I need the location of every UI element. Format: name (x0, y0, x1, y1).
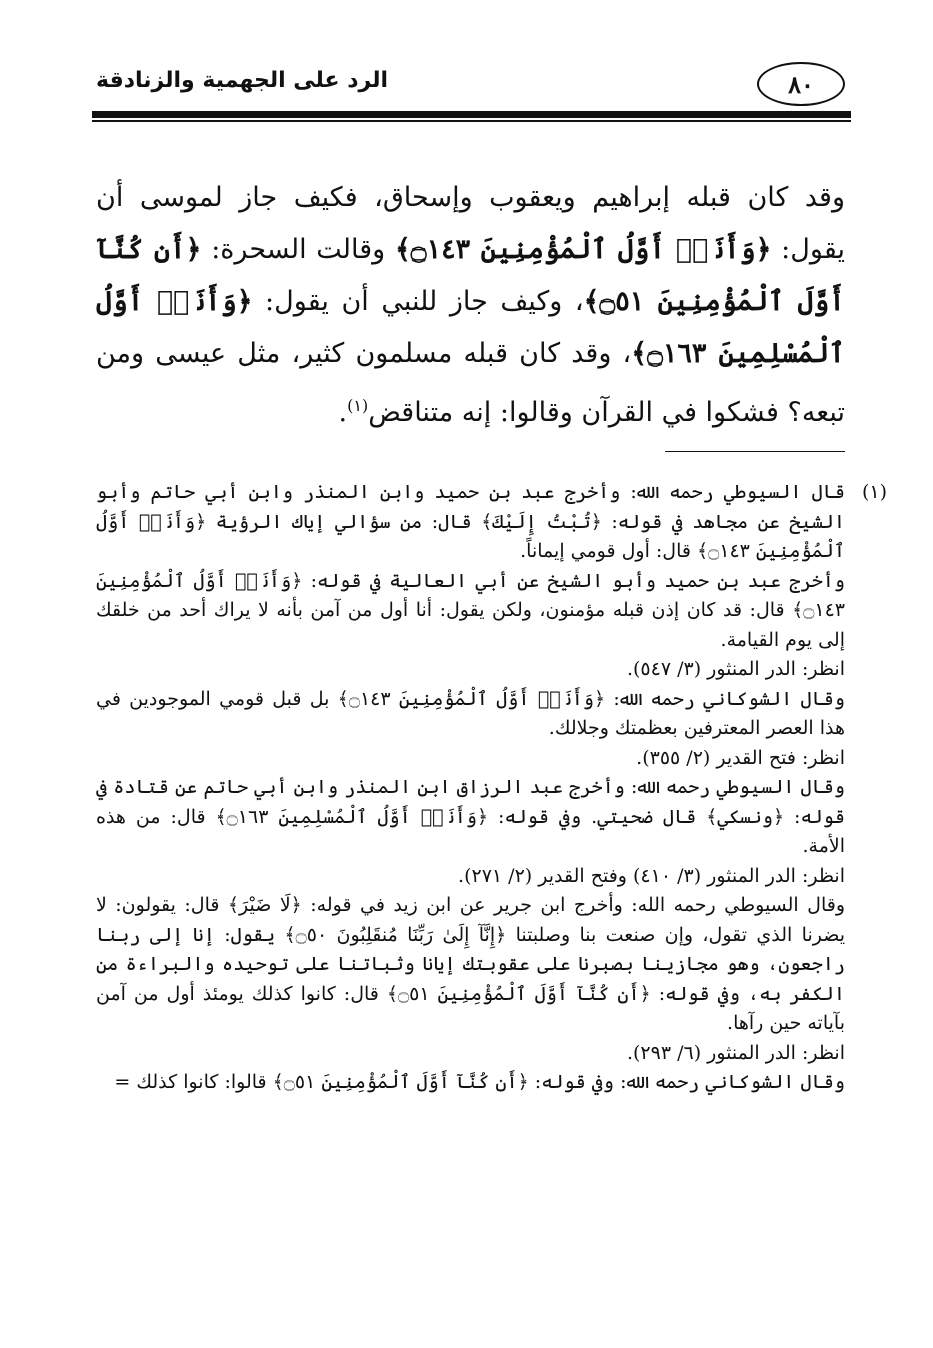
footnote-line: وقال السيوطي رحمه الله: وأخرج ابن جرير عن ابن زيد في قوله: ﴿لَا ضَيْرَ﴾ قال: يقولون: لا يضرنا الذي تقول، وإن صنعت بنا وصلبتنا ﴿إِنَّآ إِلَىٰ رَبِّنَا مُنقَلِبُونَ ۝٥٠﴾ يقول: إنا إلى ربنا راجعون، وهو مجازينا بصبرنا على عقوبتك إيانا وثباتنا على توحيده والبراءة من الكفر به، وفي قوله: ﴿أَن كُنَّآ أَوَّلَ ٱلْمُؤْمِنِينَ ۝٥١﴾ قال: كانوا كذلك يومئذ أول من آمن بآياته حين رآها. (96, 894, 845, 1034)
main-text-part: ، وقد كان قبله مسلمون كثير، مثل عيسى ومن تبعه؟ فشكوا في القرآن وقالوا: إنه متناقض (96, 338, 845, 428)
header-rule-thick (92, 111, 851, 118)
footnote-line: وقال السيوطي رحمه الله: وأخرج عبد الرزاق ابن المنذر وابن أبي حاتم عن قتادة في قوله: ﴿ونسكي﴾ قال ضحيتي. وفي قوله: ﴿وَأَنَا۠ أَوَّلُ ٱلْمُسْلِمِينَ ۝١٦٣﴾ قال: من هذه الأمة. (96, 776, 845, 857)
main-text-part: وقالت السحرة: (201, 234, 395, 265)
main-text-part: ، وكيف جاز للنبي أن يقول: (252, 286, 584, 317)
footnote-line: وأخرج عبد بن حميد وأبو الشيخ عن أبي العالية في قوله: ﴿وَأَنَا۠ أَوَّلُ ٱلْمُؤْمِنِينَ ۝١٤٣﴾ قال: قد كان إذن قبله مؤمنون، ولكن يقول: أنا أول من آمن بأنه لا يراك أحد من خلقك إلى يوم القيامة. (96, 569, 845, 651)
main-text-part: . (338, 397, 348, 428)
header-rule-thin (92, 120, 851, 122)
quran-verse: ﴿أَن كُنَّآ أَوَّلَ ٱلْمُؤْمِنِينَ ۝٥١﴾ (96, 234, 845, 317)
footnote-line: انظر: الدر المنثور (٦/ ٢٩٣). (626, 1041, 845, 1064)
footnote-line: انظر: الدر المنثور (٣/ ٥٤٧). (626, 658, 845, 680)
quran-verse: ﴿وَأَنَا۠ أَوَّلُ ٱلْمُؤْمِنِينَ ۝١٤٣﴾ (394, 234, 772, 265)
footnote-line: انظر: فتح القدير (٢/ ٣٥٥). (636, 746, 845, 769)
footnote-line: انظر: الدر المنثور (٣/ ٤١٠) وفتح القدير (٢/ ٢٧١). (458, 864, 845, 887)
footnote-line: وقال الشوكاني رحمه الله: ﴿وَأَنَا۠ أَوَّلُ ٱلْمُؤْمِنِينَ ۝١٤٣﴾ بل قبل قومي الموجودين في هذا العصر المعترفين بعظمتك وجلالك. (96, 687, 845, 739)
main-paragraph (96, 172, 845, 439)
footnote-reference[interactable]: (١) (347, 396, 369, 415)
quran-verse: ﴿وَأَنَا۠ أَوَّلُ ٱلْمُسْلِمِينَ ۝١٦٣﴾ (96, 286, 846, 369)
footnote-marker: (١) (861, 481, 887, 503)
footnotes (96, 478, 887, 1098)
running-title: الرد على الجهمية والزنادقة (96, 68, 388, 93)
page-number: ٨٠ (757, 62, 845, 106)
book-page (96, 0, 887, 1348)
footnote-separator (665, 451, 845, 452)
footnote-line: وقال الشوكاني رحمه الله: وفي قوله: ﴿أَن كُنَّآ أَوَّلَ ٱلْمُؤْمِنِينَ ۝٥١﴾ قالوا: كانوا كذلك = (114, 1071, 845, 1093)
page-header (96, 58, 845, 104)
main-text-part: وقد كان قبله إبراهيم ويعقوب وإسحاق، فكيف جاز لموسى أن يقول: (96, 182, 845, 265)
footnote-line: قال السيوطي رحمه الله: وأخرج عبد بن حميد وابن المنذر وابن أبي حاتم وأبو الشيخ عن مجاهد في قوله: ﴿تُبْتُ إِلَيْكَ﴾ قال: من سؤالي إياك الرؤية ﴿وَأَنَا۠ أَوَّلُ ٱلْمُؤْمِنِينَ ۝١٤٣﴾ قال: أول قومي إيماناً. (96, 481, 845, 562)
